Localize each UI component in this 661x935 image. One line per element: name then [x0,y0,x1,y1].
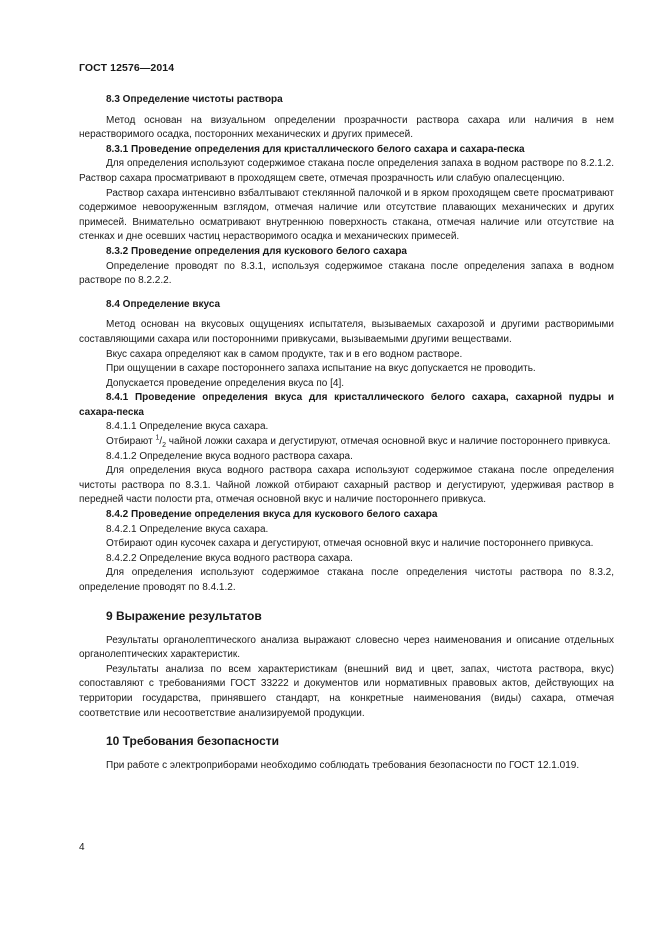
section-9-paragraph-1: Результаты органолептического анализа выражают словесно через наименования и описание отдельных органолептических характеристик. [79,634,614,661]
section-8-4-2-2-paragraph: Для определения используют содержимое стакана после определения чистоты раствора по 8.3.2, определение проводят по 8.4.1.2. [79,567,614,593]
page-number: 4 [79,842,85,853]
section-8-4-1-2-paragraph: Для определения вкуса водного раствора сахара используют содержимое стакана после определения чистоты раствора по 8.3.1. Чайной ложкой отбирают сахарный раствор и дегустируют, удерживая раствор в передней части полости рта, отмечая основной вкус и наличие постороннего привкуса. [79,465,614,506]
section-8-3-1-paragraph-1: Для определения используют содержимое стакана после определения запаха в водном растворе по 8.2.1.2. Раствор сахара просматривают в проходящем свете, отмечая прозрачность или слабую опалесценцию. [79,158,614,184]
section-8-3-1-paragraph-2: Раствор сахара интенсивно взбалтывают стеклянной палочкой и в ярком проходящем свете просматривают содержимое невооруженным взглядом, отмечая наличие или отсутствие плавающих механических и других примесей. Внимательно осматривают внутреннюю поверхность стакана, отмечая наличие или отсутствие на стенках и дне осевших частиц нерастворимого осадка и механических примесей. [79,187,614,243]
section-8-4-paragraph-1: Метод основан на вкусовых ощущениях испытателя, вызываемых сахарозой и другими растворимыми составляющими сахара или посторонними привкусами, вызываемыми другими веществами. [79,319,614,345]
section-8-4-2-title: 8.4.2 Проведение определения вкуса для кускового белого сахара [106,509,438,521]
section-8-3-2-paragraph: Определение проводят по 8.3.1, используя содержимое стакана после определения запаха в водном растворе по 8.2.2.2. [79,260,614,287]
section-8-4-1-1-paragraph: Отбирают $^1/_2$ чайной ложки сахара и дегустируют, отмечая основной вкус и наличие постороннего привкуса. [106,434,611,450]
section-8-4-paragraph-3: При ощущении в сахаре постороннего запаха испытание на вкус допускается не проводить. [106,363,536,375]
section-9-paragraph-2: Результаты анализа по всем характеристикам (внешний вид и цвет, запах, чистота раствора, вкус) сопоставляют с требованиями ГОСТ 33222 и документов или нормативных правовых актов, действующих на территории государства, принявшего стандарт, на конкретные наименования (виды) сахара, отмечая соответствие или несоответствие анализируемой продукции. [79,663,614,719]
section-9-title: 9 Выражение результатов [106,608,262,623]
section-8-3-1-title: 8.3.1 Проведение определения для кристаллического белого сахара и сахара-песка [106,143,525,155]
section-8-4-title: 8.4 Определение вкуса [106,298,221,310]
section-8-4-paragraph-4: Допускается проведение определения вкуса по [4]. [106,377,345,389]
document-body [79,93,614,774]
document-code-header: ГОСТ 12576—2014 [79,62,175,74]
section-10-title: 10 Требования безопасности [106,734,280,749]
section-8-4-1-title: 8.4.1 Проведение определения вкуса для кристаллического белого сахара, сахарной пудры и сахара-песка [79,392,614,418]
section-8-3-title: 8.3 Определение чистоты раствора [106,94,283,105]
section-8-4-1-1-label: 8.4.1.1 Определение вкуса сахара. [106,421,269,433]
section-8-4-2-1-label: 8.4.2.1 Определение вкуса сахара. [106,523,269,535]
section-8-3-paragraph: Метод основан на визуальном определении прозрачности раствора сахара или наличия в нем нерастворимого осадка, посторонних механических и других примесей. [79,114,614,141]
section-8-4-paragraph-2: Вкус сахара определяют как в самом продукте, так и в его водном растворе. [106,348,463,360]
fraction-one-half: $^1/_2$ [155,434,167,450]
section-8-4-2-1-paragraph: Отбирают один кусочек сахара и дегустируют, отмечая основной вкус и наличие постороннего привкуса. [106,538,594,550]
document-page [79,0,614,935]
section-8-4-1-2-label: 8.4.1.2 Определение вкуса водного раствора сахара. [106,450,353,462]
section-8-3-2-title: 8.3.2 Проведение определения для кускового белого сахара [106,245,407,257]
section-10-paragraph: При работе с электроприборами необходимо соблюдать требования безопасности по ГОСТ 12.1.019. [106,760,580,772]
section-8-4-2-2-label: 8.4.2.2 Определение вкуса водного раствора сахара. [106,552,353,564]
